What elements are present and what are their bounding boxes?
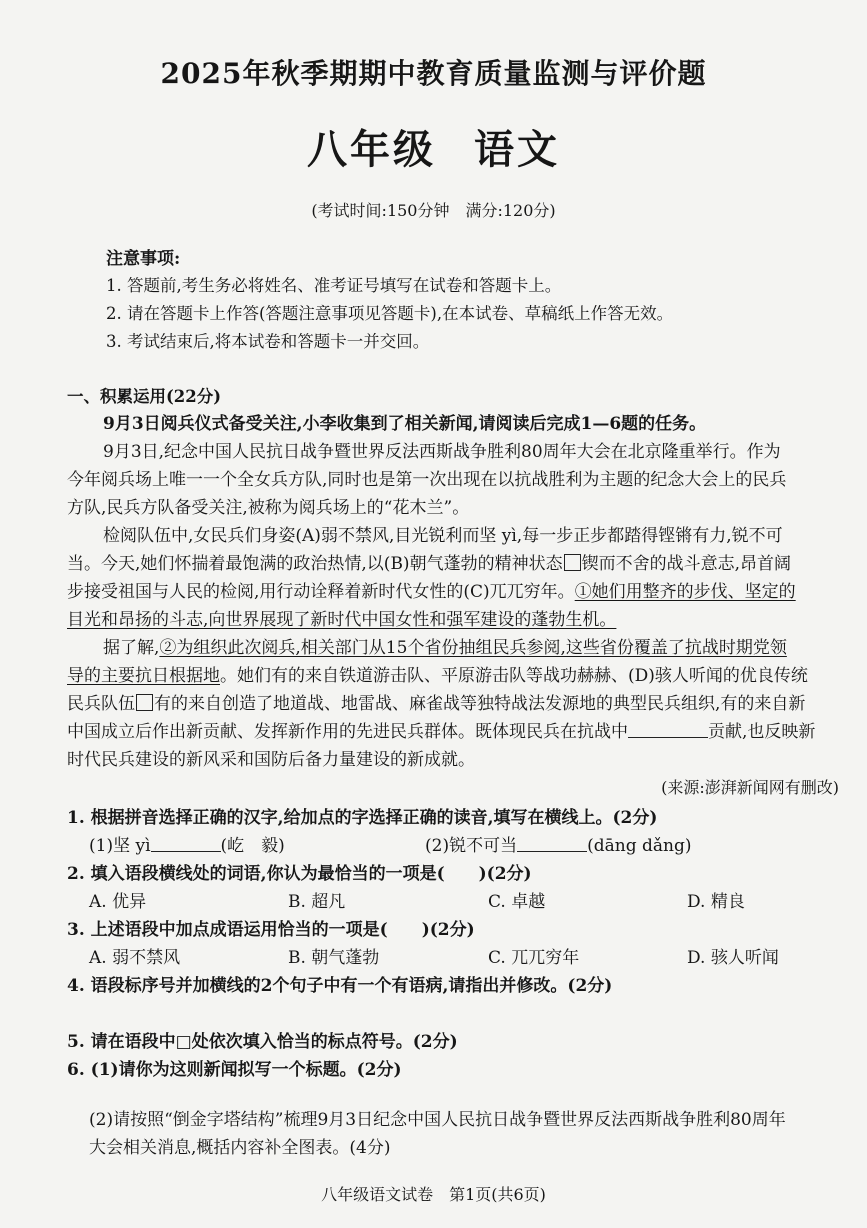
source-note: (来源:澎湃新闻网有删改) (661, 778, 839, 797)
answer-blank[interactable] (517, 837, 587, 852)
grade-subject-title (0, 118, 867, 175)
option-c[interactable]: C. 兀兀穷年 (488, 948, 580, 968)
passage-line: 今年阅兵场上唯一一个全女兵方队,同时也是第一次出现在以抗战胜利为主题的纪念大会上的民兵 (67, 470, 787, 490)
underlined-sentence-1-cont: 目光和昂扬的斗志,向世界展现了新时代中国女性和强军建设的蓬勃生机。 (67, 610, 617, 630)
option-c[interactable]: C. 卓越 (488, 892, 546, 912)
section-intro: 9月3日阅兵仪式备受关注,小李收集到了相关新闻,请阅读后完成1—6题的任务。 (103, 414, 707, 434)
punctuation-box (564, 554, 581, 571)
question-6-part-2-cont: 大会相关消息,概括内容补全图表。(4分) (89, 1138, 391, 1158)
notice-item: 2. 请在答题卡上作答(答题注意事项见答题卡),在本试卷、草稿纸上作答无效。 (106, 304, 674, 323)
question-5: 5. 请在语段中□处依次填入恰当的标点符号。(2分) (67, 1032, 458, 1052)
underlined-sentence-1: ①她们用整齐的步伐、坚定的 (574, 582, 796, 602)
question-2: 2. 填入语段横线处的词语,你认为最恰当的一项是( )(2分) (67, 864, 532, 884)
question-4: 4. 语段标序号并加横线的2个句子中有一个有语病,请指出并修改。(2分) (67, 976, 613, 996)
question-1-part-2: (2)锐不可当 (dāng dǎng) (425, 836, 692, 856)
passage-line: 检阅队伍中,女民兵们身姿(A)弱不禁风,目光锐利而坚 yì,每一步正步都踏得铿锵有力,锐不可 (103, 526, 783, 546)
passage-line: 民兵队伍 有的来自创造了地道战、地雷战、麻雀战等独特战法发源地的典型民兵组织,有的来自新 (67, 694, 806, 714)
passage-line: 9月3日,纪念中国人民抗日战争暨世界反法西斯战争胜利80周年大会在北京隆重举行。作为 (103, 442, 781, 462)
question-6-part-2: (2)请按照“倒金字塔结构”梳理9月3日纪念中国人民抗日战争暨世界反法西斯战争胜利80周年 (89, 1110, 786, 1130)
passage-line: 方队,民兵方队备受关注,被称为阅兵场上的“花木兰”。 (67, 498, 470, 518)
question-6: 6. (1)请你为这则新闻拟写一个标题。(2分) (67, 1060, 402, 1080)
answer-blank[interactable] (151, 837, 221, 852)
option-a[interactable]: A. 弱不禁风 (89, 948, 181, 968)
question-3: 3. 上述语段中加点成语运用恰当的一项是( )(2分) (67, 920, 475, 940)
fill-blank[interactable] (628, 723, 708, 738)
exam-title: 2025年秋季期期中教育质量监测与评价题 (160, 57, 707, 90)
subject-label: 语文 (474, 126, 560, 173)
notice-heading: 注意事项: (106, 249, 181, 269)
passage-line: 据了解,②为组织此次阅兵,相关部门从15个省份抽组民兵参阅,这些省份覆盖了抗战时期党领 (103, 638, 787, 658)
question-1: 1. 根据拼音选择正确的汉字,给加点的字选择正确的读音,填写在横线上。(2分) (67, 808, 658, 828)
underlined-sentence-2: ②为组织此次阅兵,相关部门从15个省份抽组民兵参阅,这些省份覆盖了抗战时期党领 (159, 638, 787, 658)
section-heading: 一、积累运用(22分) (67, 387, 222, 406)
passage-line: 当。今天,她们怀揣着最饱满的政治热情,以(B)朝气蓬勃的精神状态 锲而不舍的战斗意志,昂首阔 (67, 554, 791, 574)
option-d[interactable]: D. 精良 (687, 892, 745, 912)
page-footer: 八年级语文试卷 第1页(共6页) (321, 1185, 546, 1204)
notice-item: 1. 答题前,考生务必将姓名、准考证号填写在试卷和答题卡上。 (106, 276, 562, 295)
passage-line: 步接受祖国与人民的检阅,用行动诠释着新时代女性的(C)兀兀穷年。①她们用整齐的步伐、坚定的 (67, 582, 796, 602)
passage-line: 导的主要抗日根据地。她们有的来自铁道游击队、平原游击队等战功赫赫、(D)骇人听闻的优良传统 (67, 666, 808, 686)
option-a[interactable]: A. 优异 (89, 892, 147, 912)
question-1-part-1: (1)坚 yì (屹 毅) (89, 836, 285, 856)
option-b[interactable]: B. 超凡 (288, 892, 346, 912)
notice-item: 3. 考试结束后,将本试卷和答题卡一并交回。 (106, 332, 430, 351)
option-b[interactable]: B. 朝气蓬勃 (288, 948, 380, 968)
option-d[interactable]: D. 骇人听闻 (687, 948, 779, 968)
passage-line: 中国成立后作出新贡献、发挥新作用的先进民兵群体。既体现民兵在抗战中 贡献,也反映新 (67, 722, 816, 742)
grade-label: 八年级 (307, 126, 436, 173)
underlined-sentence-2-cont: 导的主要抗日根据地 (67, 666, 220, 686)
punctuation-box (136, 694, 153, 711)
exam-info: (考试时间:150分钟 满分:120分) (311, 201, 556, 220)
passage-line: 时代民兵建设的新风采和国防后备力量建设的新成就。 (67, 750, 475, 770)
